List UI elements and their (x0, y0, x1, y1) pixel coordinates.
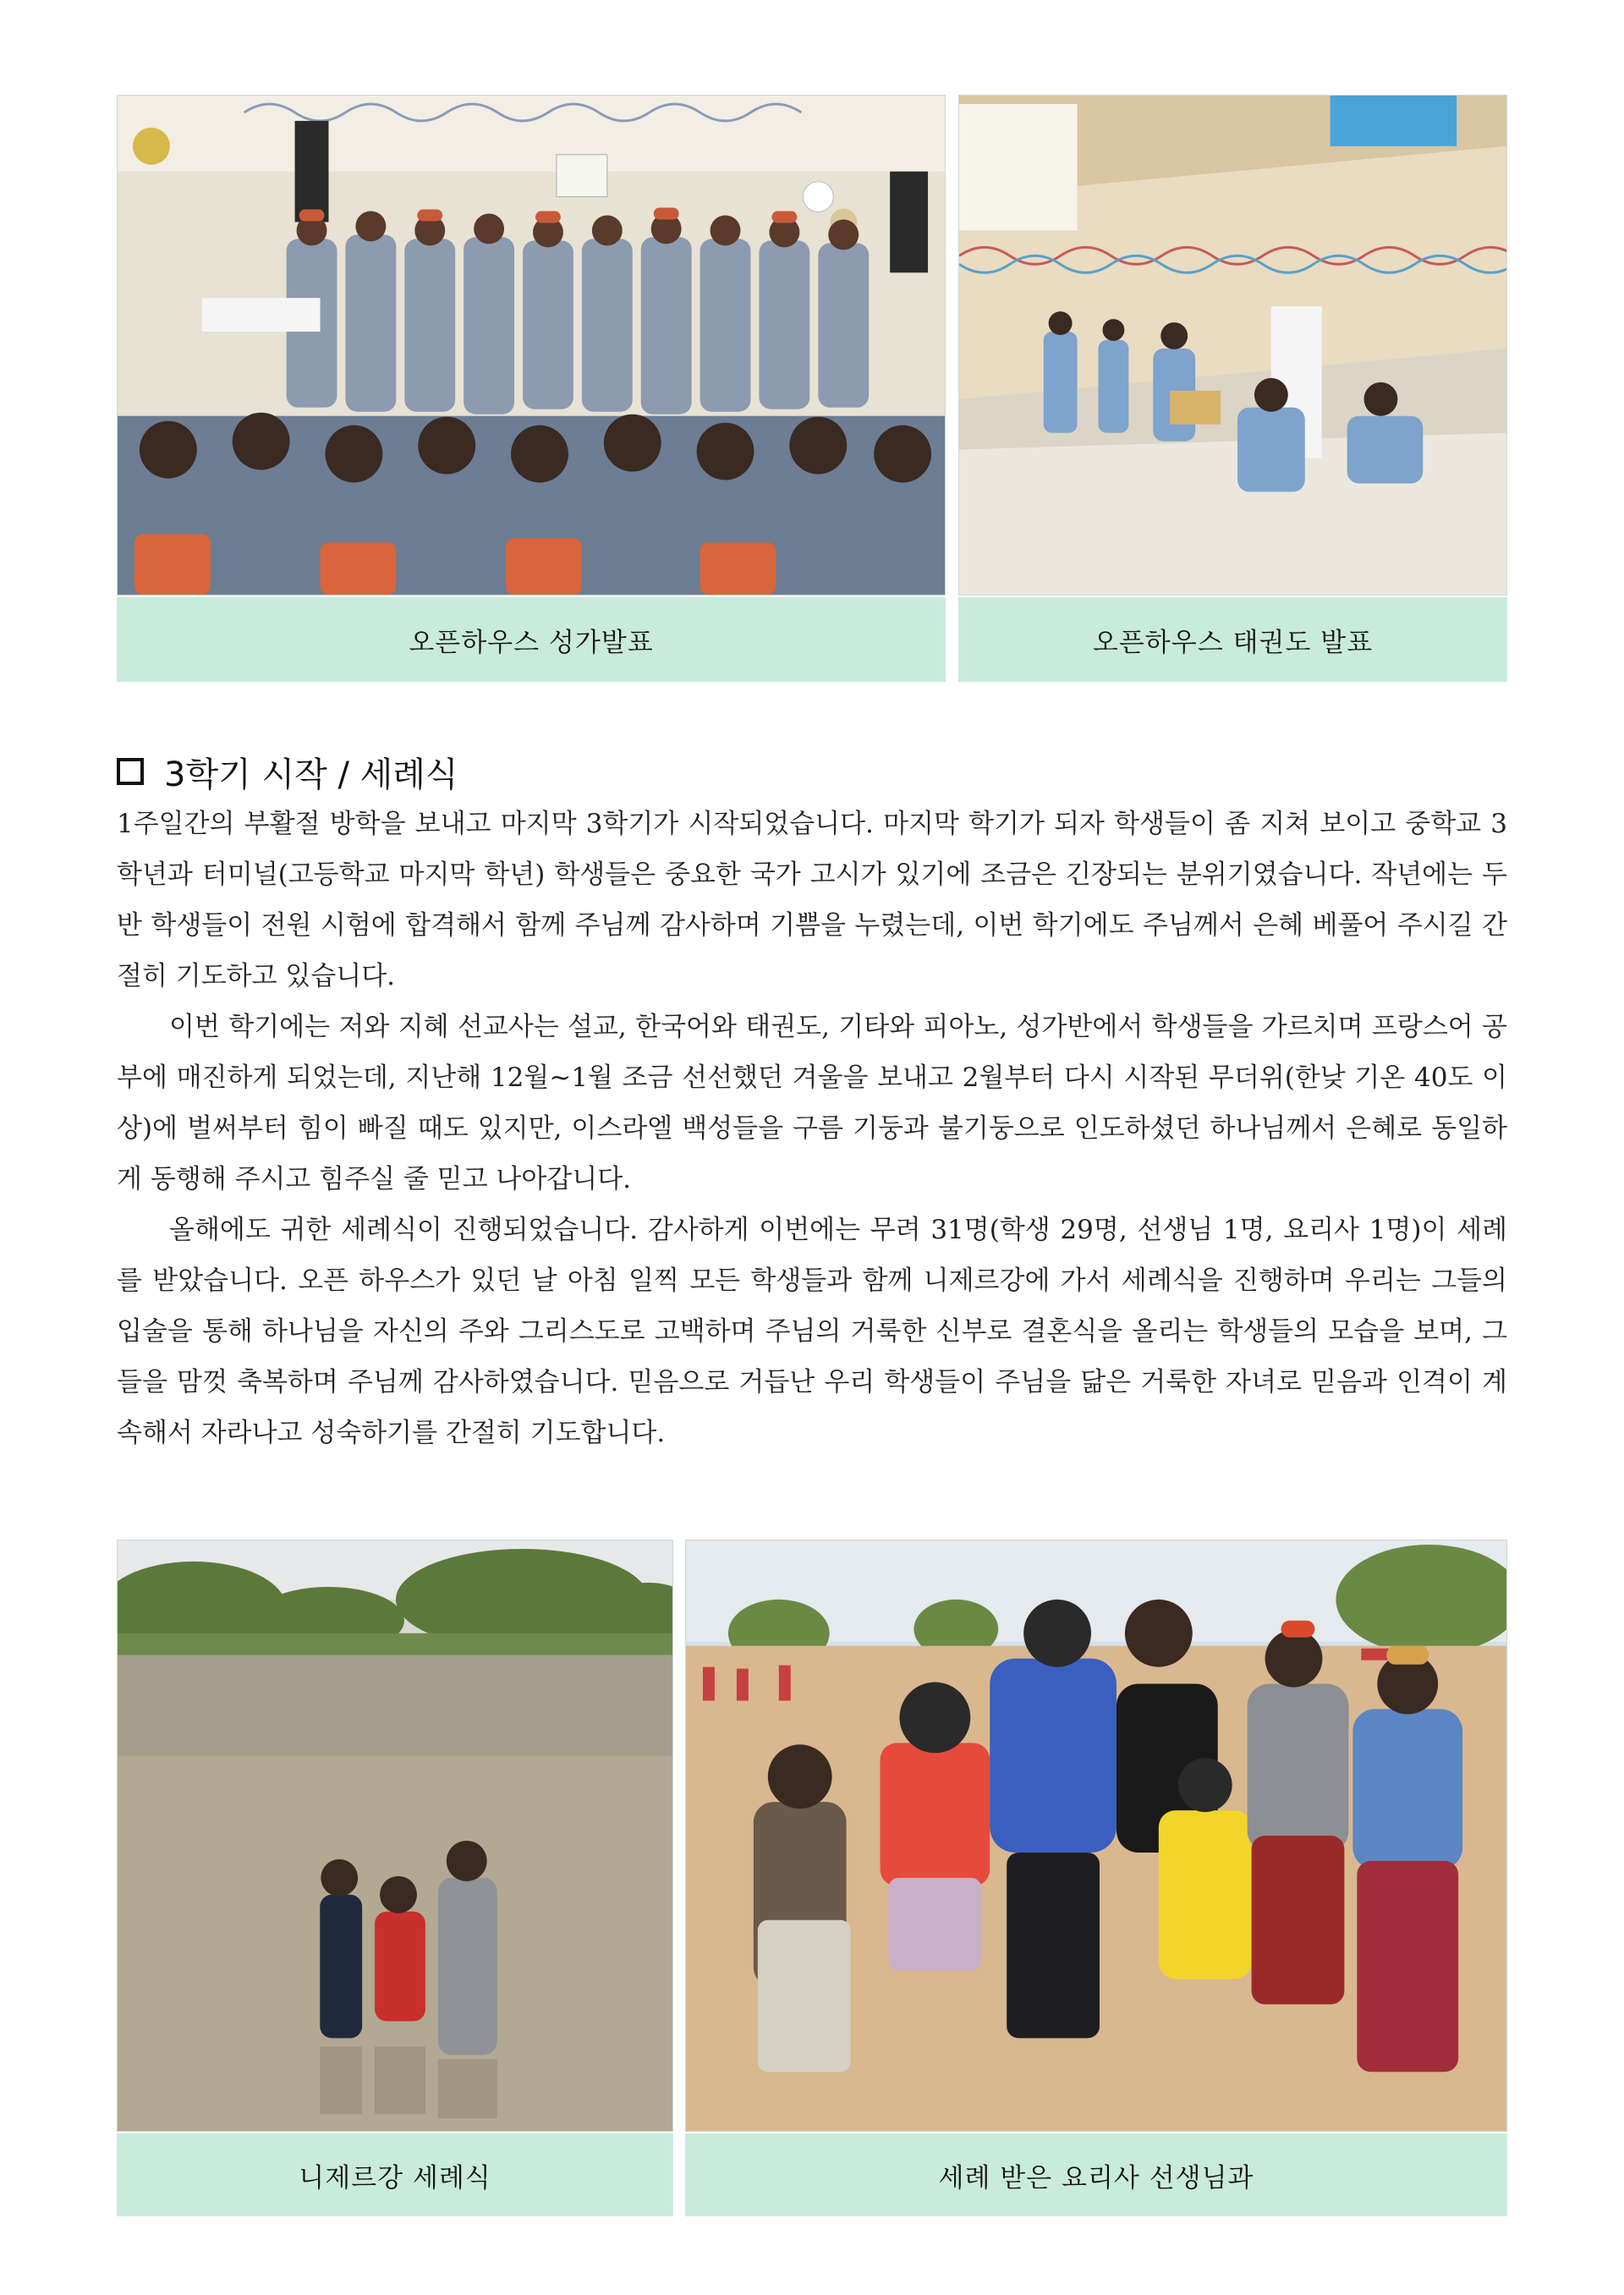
choir-photo (117, 95, 946, 596)
paragraph-1: 1주일간의 부활절 방학을 보내고 마지막 3학기가 시작되었습니다. 마지막 학기가 되자 학생들이 좀 지쳐 보이고 중학교 3학년과 터미널(고등학교 마지막 학년) 학생들은 중요한 국가 고시가 있기에 조금은 긴장되는 분위기였습니다. 작년에는 두 반 학생들이 전원 시험에 합격해서 함께 주님께 감사하며 기쁨을 누렸는데, 이번 학기에도 주님께서 은혜 베풀어 주시길 간절히 기도하고 있습니다. (117, 809, 1507, 991)
paragraph-3: 올해에도 귀한 세례식이 진행되었습니다. 감사하게 이번에는 무려 31명(학생 29명, 선생님 1명, 요리사 1명)이 세례를 받았습니다. 오픈 하우스가 있던 날 아침 일찍 모든 학생들과 함께 니제르강에 가서 세례식을 진행하며 우리는 그들의 입술을 통해 하나님을 자신의 주와 그리스도로 고백하며 주님의 거룩한 신부로 결혼식을 올리는 학생들의 모습을 보며, 그들을 맘껏 축복하며 주님께 감사하였습니다. 믿음으로 거듭난 우리 학생들이 주님을 닮은 거룩한 자녀로 믿음과 인격이 계속해서 자라나고 성숙하기를 간절히 기도합니다. (117, 1215, 1507, 1448)
caption-group-photo: 세례 받은 요리사 선생님과 (685, 2133, 1507, 2216)
taekwondo-photo (958, 95, 1507, 596)
body-text (117, 799, 1507, 1458)
paragraph-2: 이번 학기에는 저와 지혜 선교사는 설교, 한국어와 태권도, 기타와 피아노, 성가반에서 학생들을 가르치며 프랑스어 공부에 매진하게 되었는데, 지난해 12월~1월 조금 선선했던 겨울을 보내고 2월부터 다시 시작된 무더위(한낮 기온 40도 이상)에 벌써부터 힘이 빠질 때도 있지만, 이스라엘 백성들을 구름 기둥과 불기둥으로 인도하셨던 하나님께서 은혜로 동일하게 동행해 주시고 힘주실 줄 믿고 나아갑니다. (117, 1012, 1507, 1194)
checkbox-square-icon (117, 758, 144, 785)
river-baptism-photo (117, 1540, 673, 2132)
caption-taekwondo: 오픈하우스 태권도 발표 (958, 597, 1507, 682)
caption-choir: 오픈하우스 성가발표 (117, 597, 946, 682)
section-heading-text: 3학기 시작 / 세례식 (164, 755, 458, 794)
group-photo (685, 1540, 1507, 2132)
caption-river-baptism: 니제르강 세례식 (117, 2133, 673, 2216)
section-heading (117, 748, 1504, 795)
